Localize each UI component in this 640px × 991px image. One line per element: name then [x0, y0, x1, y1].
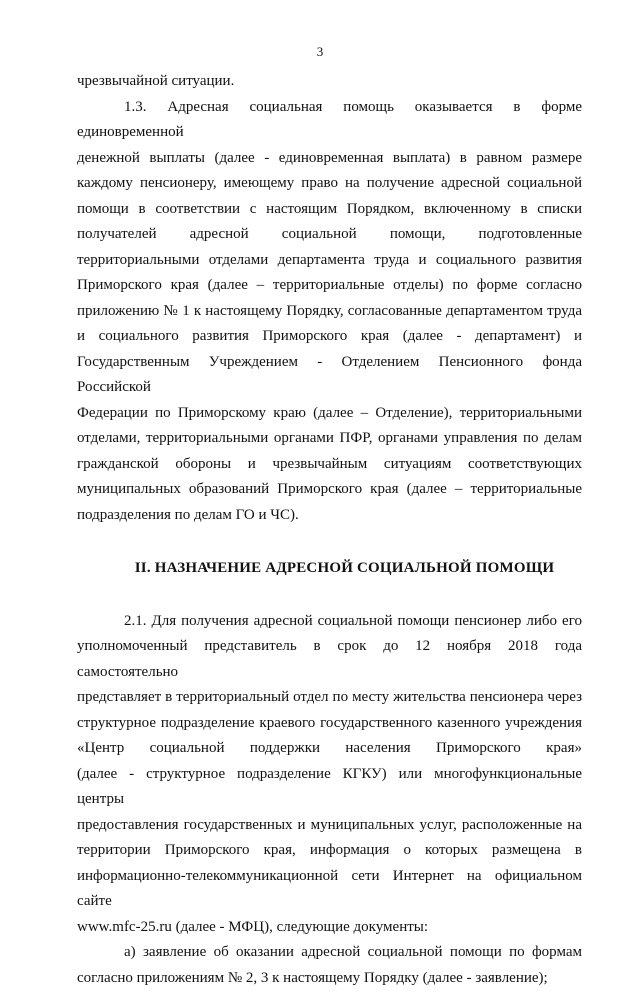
text-line: согласно приложениям № 2, 3 к настоящему Порядку (далее - заявление);: [77, 966, 582, 991]
text-line: а) заявление об оказании адресной социальной помощи по формам: [77, 940, 582, 966]
text-line: территории Приморского края, информация о которых размещена в: [77, 838, 582, 864]
paragraph-item-a: [77, 940, 582, 991]
text-line: «Центр социальной поддержки населения Приморского края»: [77, 736, 582, 762]
text-line: 1.3. Адресная социальная помощь оказывается в форме единовременной: [77, 95, 582, 146]
text-line: информационно-телекоммуникационной сети Интернет на официальном сайте: [77, 864, 582, 915]
text-line: каждому пенсионеру, имеющему право на получение адресной социальной: [77, 171, 582, 197]
text-line: муниципальных образований Приморского края (далее – территориальные: [77, 477, 582, 503]
text-line: уполномоченный представитель в срок до 12 ноября 2018 года самостоятельно: [77, 634, 582, 685]
text-line: Государственным Учреждением - Отделением Пенсионного фонда Российской: [77, 350, 582, 401]
text-line: гражданской обороны и чрезвычайным ситуациям соответствующих: [77, 452, 582, 478]
text-line: приложению № 1 к настоящему Порядку, согласованные департаментом труда: [77, 299, 582, 325]
text-line: отделами, территориальными органами ПФР, органами управления по делам: [77, 426, 582, 452]
text-line: 2.1. Для получения адресной социальной помощи пенсионер либо его: [77, 609, 582, 635]
text-line: www.mfc-25.ru (далее - МФЦ), следующие документы:: [77, 915, 582, 941]
text-line: денежной выплаты (далее - единовременная выплата) в равном размере: [77, 146, 582, 172]
text-line: предоставления государственных и муниципальных услуг, расположенные на: [77, 813, 582, 839]
paragraph-1-3: [77, 95, 582, 529]
text-line: Федерации по Приморскому краю (далее – Отделение), территориальными: [77, 401, 582, 427]
text-line: структурное подразделение краевого государственного казенного учреждения: [77, 711, 582, 737]
document-body: [77, 69, 582, 991]
paragraph-2-1: [77, 609, 582, 941]
text-line: территориальными отделами департамента труда и социального развития: [77, 248, 582, 274]
page-number: 3: [0, 44, 640, 60]
text-line: подразделения по делам ГО и ЧС).: [77, 503, 582, 529]
text-line: помощи в соответствии с настоящим Порядком, включенному в списки: [77, 197, 582, 223]
text-line: представляет в территориальный отдел по месту жительства пенсионера через: [77, 685, 582, 711]
text-line: Приморского края (далее – территориальные отделы) по форме согласно: [77, 273, 582, 299]
text-line: получателей адресной социальной помощи, подготовленные: [77, 222, 582, 248]
section-heading: II. НАЗНАЧЕНИЕ АДРЕСНОЙ СОЦИАЛЬНОЙ ПОМОЩИ: [77, 556, 582, 582]
paragraph-continuation: чрезвычайной ситуации.: [77, 69, 582, 95]
text-line: (далее - структурное подразделение КГКУ) или многофункциональные центры: [77, 762, 582, 813]
text-line: и социального развития Приморского края (далее - департамент) и: [77, 324, 582, 350]
